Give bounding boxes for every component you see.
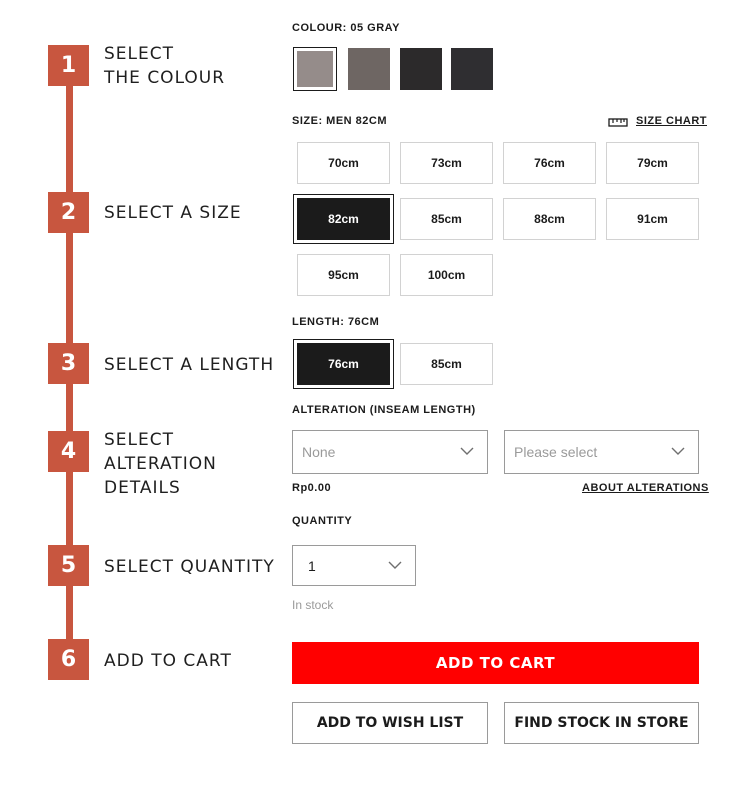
size-chart-link[interactable]: SIZE CHART [636, 115, 707, 127]
colour-swatch-2[interactable] [348, 48, 390, 90]
step-label-select-size: SELECT A SIZE [104, 203, 242, 223]
quantity-heading: QUANTITY [292, 515, 353, 527]
chevron-down-icon [671, 446, 685, 456]
step-label-line: SELECT [104, 44, 174, 64]
add-to-cart-button[interactable]: ADD TO CART [292, 642, 699, 684]
colour-swatch-4[interactable] [451, 48, 493, 90]
length-heading: LENGTH: 76CM [292, 316, 380, 328]
step-label-line: DETAILS [104, 478, 181, 498]
stock-status: In stock [292, 598, 334, 612]
size-option[interactable]: 100cm [400, 254, 493, 296]
size-option[interactable]: 79cm [606, 142, 699, 184]
colour-swatch-05-gray[interactable] [294, 48, 336, 90]
step-label-line: ALTERATION [104, 454, 217, 474]
size-option[interactable]: 88cm [503, 198, 596, 240]
step-label-select-colour [104, 42, 279, 90]
step-label-line: SELECT [104, 430, 174, 450]
about-alterations-link[interactable]: ABOUT ALTERATIONS [582, 482, 709, 494]
colour-swatch-3[interactable] [400, 48, 442, 90]
add-to-wish-list-button[interactable]: ADD TO WISH LIST [292, 702, 488, 744]
chevron-down-icon [388, 560, 402, 570]
size-heading: SIZE: MEN 82CM [292, 115, 388, 127]
alteration-heading: ALTERATION (INSEAM LENGTH) [292, 404, 476, 416]
step-number-2: 2 [48, 192, 89, 233]
step-number-3: 3 [48, 343, 89, 384]
quantity-value: 1 [308, 557, 316, 574]
step-number-4: 4 [48, 431, 89, 472]
size-option[interactable]: 73cm [400, 142, 493, 184]
step-label-select-length: SELECT A LENGTH [104, 355, 275, 375]
size-option[interactable]: 91cm [606, 198, 699, 240]
size-option[interactable]: 70cm [297, 142, 390, 184]
step-label-line: THE COLOUR [104, 68, 226, 88]
size-option-selected[interactable]: 82cm [297, 198, 390, 240]
step-number-5: 5 [48, 545, 89, 586]
alteration-price: Rp0.00 [292, 482, 332, 494]
step-label-add-to-cart: ADD TO CART [104, 651, 232, 671]
alteration-select-value: None [302, 444, 336, 460]
step-number-6: 6 [48, 639, 89, 680]
find-stock-in-store-button[interactable]: FIND STOCK IN STORE [504, 702, 699, 744]
quantity-select[interactable] [292, 545, 416, 586]
length-option-selected[interactable]: 76cm [297, 343, 390, 385]
alteration-select[interactable] [292, 430, 488, 474]
step-label-select-alteration [104, 428, 279, 500]
size-option[interactable]: 95cm [297, 254, 390, 296]
step-label-select-quantity: SELECT QUANTITY [104, 557, 275, 577]
colour-heading: COLOUR: 05 GRAY [292, 22, 400, 34]
chevron-down-icon [460, 446, 474, 456]
alteration-length-placeholder: Please select [514, 444, 598, 460]
alteration-length-select[interactable] [504, 430, 699, 474]
length-option[interactable]: 85cm [400, 343, 493, 385]
size-option[interactable]: 76cm [503, 142, 596, 184]
size-option[interactable]: 85cm [400, 198, 493, 240]
step-number-1: 1 [48, 45, 89, 86]
ruler-icon[interactable] [608, 115, 628, 127]
